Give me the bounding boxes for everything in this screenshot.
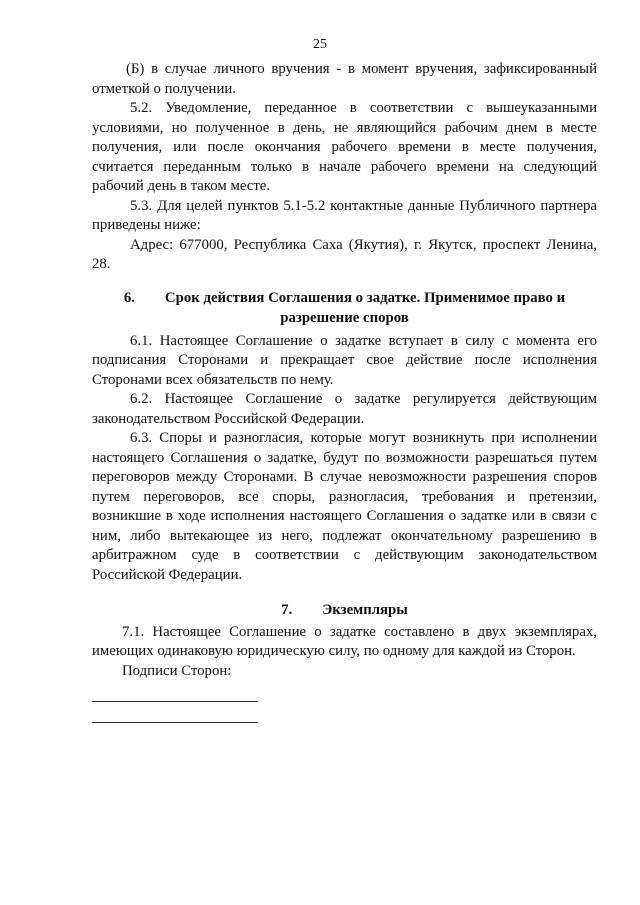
document-body <box>92 60 597 723</box>
signatures-label: Подписи Сторон: <box>122 662 232 679</box>
section-7-heading <box>92 601 597 621</box>
paragraph-6-2: 6.2. Настоящее Соглашение о задатке регулируется действующим законодательством Российской Федерации. <box>92 391 597 427</box>
paragraph-5-1-b: (Б) в случае личного вручения - в момент вручения, зафиксированный отметкой о получении. <box>92 61 597 97</box>
section-6-title: Срок действия Соглашения о задатке. Применимое право и разрешение споров <box>164 289 566 326</box>
page-number: 25 <box>313 37 327 52</box>
paragraph-5-3: 5.3. Для целей пунктов 5.1-5.2 контактные данные Публичного партнера приведены ниже: <box>92 197 597 233</box>
signature-line-1 <box>92 701 258 702</box>
paragraph-5-2: 5.2. Уведомление, переданное в соответствии с вышеуказанными условиями, но полученное в день, не являющийся рабочим днем в месте получения, или после окончания рабочего времени в месте получения, считается переданным только в начале рабочего времени на следующий рабочий день в таком месте. <box>92 100 597 194</box>
paragraph-6-3: 6.3. Споры и разногласия, которые могут возникнуть при исполнении настоящего Соглашения о задатке, будут по возможности разрешаться путем переговоров между Сторонами. В случае невозможности разрешения споров путем переговоров, все споры, разногласия, требования и претензии, возникшие в ходе исполнения настоящего Соглашения о задатке или в связи с ним, либо вытекающее из него, подлежат окончательному разрешению в арбитражном суде в соответствии с действующим законодательством Российской Федерации. <box>92 430 597 583</box>
paragraph-6-1: 6.1. Настоящее Соглашение о задатке вступает в силу с момента его подписания Сторонами и прекращает свое действие после исполнения Сторонами всех обязательств по нему. <box>92 332 597 388</box>
section-7-title: Экземпляры <box>322 602 408 618</box>
paragraph-7-1: 7.1. Настоящее Соглашение о задатке составлено в двух экземплярах, имеющих одинаковую юридическую силу, по одному для каждой из Сторон. <box>92 623 597 659</box>
section-7-number: 7. <box>281 602 293 618</box>
section-6-heading <box>92 288 597 328</box>
signature-line-2 <box>92 722 258 723</box>
section-6-number: 6. <box>123 289 135 306</box>
address-paragraph: Адрес: 677000, Республика Саха (Якутия), г. Якутск, проспект Ленина, 28. <box>92 236 597 272</box>
